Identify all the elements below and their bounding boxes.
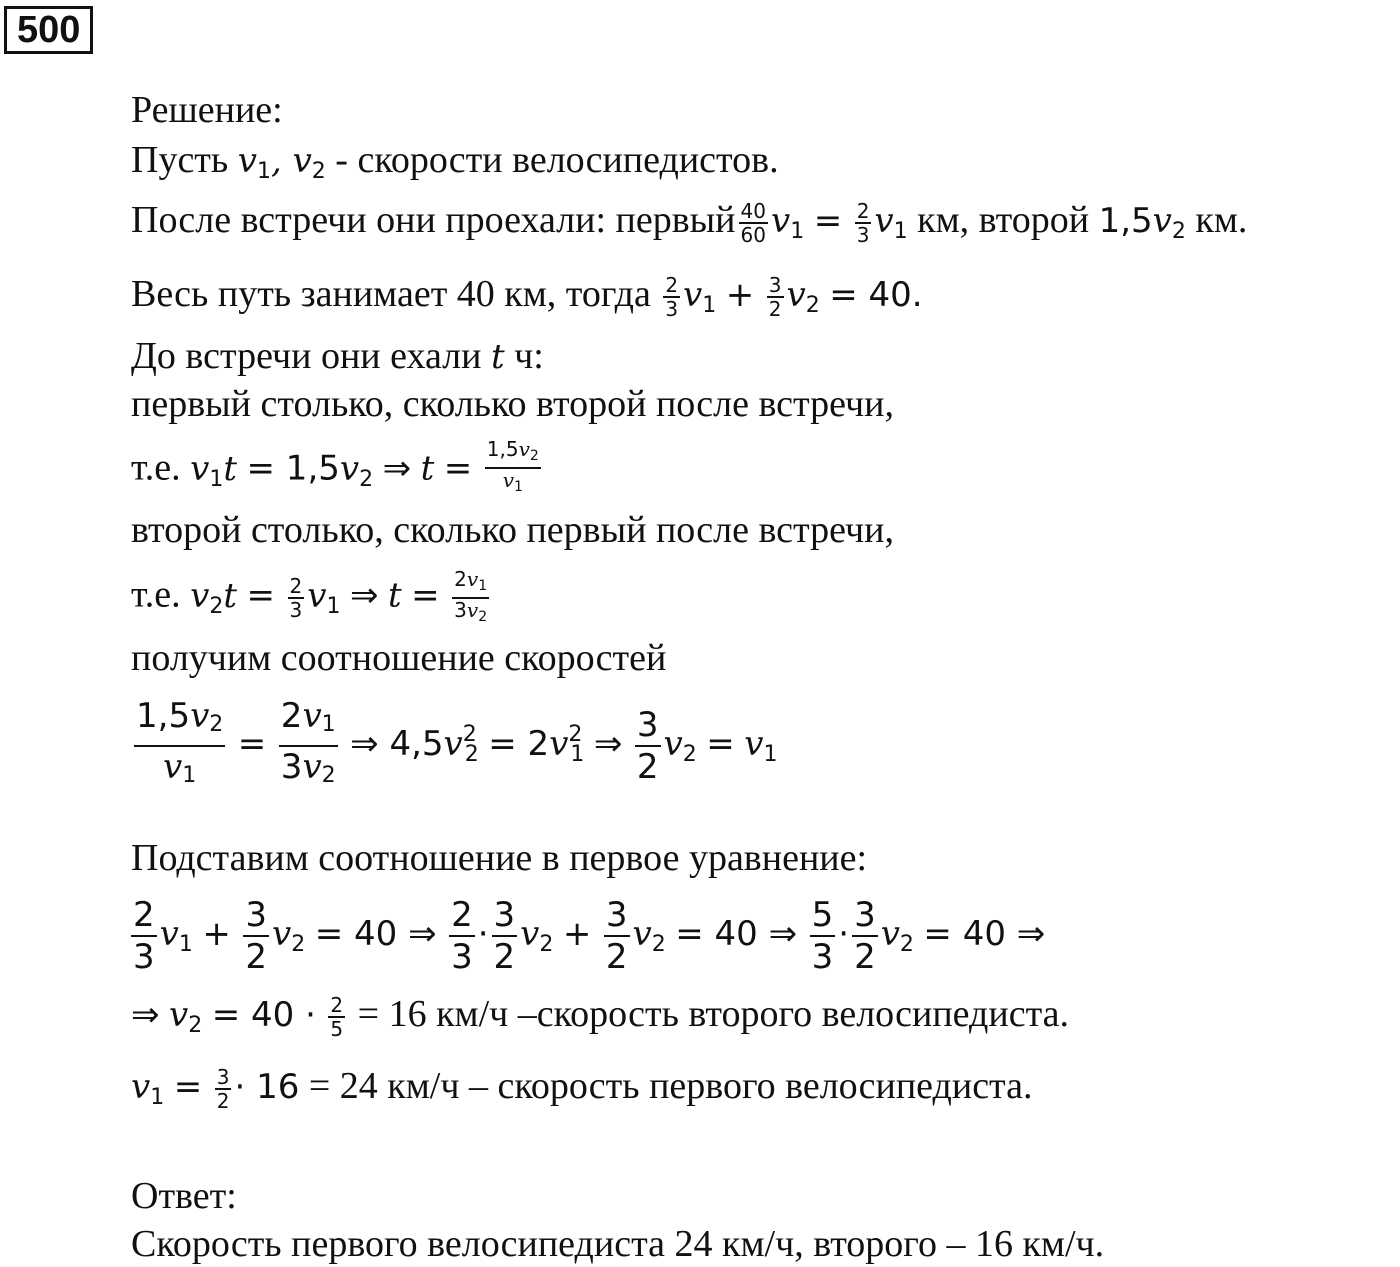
solution-label: Решение: (131, 89, 283, 131)
ratio-equation: $\frac{1,5v_2}{v_1}$ = $\frac{2v_1}{3v_2}$ ⇒ $4,5v^2_2 = 2v^2_1$ ⇒ $\frac{3}{2}$ $v_2 = v_1$ (136, 696, 778, 789)
time-equation-2: т.е. $v_2t$ = $\frac{2}{3}$ $v_1$ ⇒ t = $\frac{2v_1}{3v_2}$ (131, 567, 488, 625)
v2-result-line: ⇒ $v_2 = 40$ · $\frac{2}{5}$ = 16 км/ч –скорость второго велосипедиста. (131, 993, 1070, 1042)
total-path-text: Весь путь занимает 40 км, тогда (131, 273, 651, 315)
total-path-line: Весь путь занимает 40 км, тогда $\frac{2}{3}$ $v_1$ + $\frac{3}{2}$ $v_2 = 40$. (131, 273, 923, 322)
let-line (131, 138, 779, 194)
first-as-second-line: первый столько, сколько второй после встречи, (131, 383, 894, 425)
te-label-2: т.е. (131, 573, 181, 616)
let-prefix: Пусть (131, 139, 229, 181)
substitute-text: Подставим соотношение в первое уравнение: (131, 837, 868, 879)
after-meeting-km1: км, второй (917, 199, 1090, 241)
v1-result-line: $v_1$ = $\frac{3}{2}$ · 16 = 24 км/ч – скорость первого велосипедиста. (131, 1065, 1033, 1114)
second-as-first-line: второй столько, сколько первый после встречи, (131, 509, 894, 551)
before-meeting-text: До встречи они ехали (131, 335, 482, 377)
velocity-vars: $v_1$, $v_2$ (237, 141, 326, 184)
fraction-40-60: $\frac{40}{60}$ (740, 199, 766, 248)
v2-result-text: = 16 км/ч –скорость второго велосипедиста. (357, 993, 1070, 1035)
after-meeting-km2: км. (1195, 199, 1248, 241)
before-meeting-unit: ч: (514, 335, 544, 377)
problem-number: 500 (4, 6, 93, 54)
ratio-text: получим соотношение скоростей (131, 637, 667, 679)
substitution-equation: $\frac{2}{3}$ $v_1$ + $\frac{3}{2}$ $v_2 = 40$ ⇒ $\frac{2}{3}$ · $\frac{3}{2}$ $v_2$ + $\frac{3}{2}$ $v_2 = 40$ ⇒ $\frac{5}{3}$ · $\frac{3}{2}$ $v_2 = 40$ ⇒ (133, 895, 1046, 978)
fraction-2-3: $\frac{2}{3}$ (856, 199, 870, 248)
let-suffix: - скорости велосипедистов. (335, 139, 779, 181)
time-equation-1: т.е. $v_1t = 1,5v_2$ ⇒ t = $\frac{1,5v_2}{v_1}$ (131, 437, 539, 495)
te-label-1: т.е. (131, 446, 181, 489)
before-meeting-line: До встречи они ехали t ч: (131, 335, 544, 377)
v1-result-text: = 24 км/ч – скорость первого велосипедиста. (308, 1065, 1033, 1107)
after-meeting-text: После встречи они проехали: первый (131, 199, 736, 241)
answer-text: Скорость первого велосипедиста 24 км/ч, второго – 16 км/ч. (131, 1223, 1105, 1265)
answer-label: Ответ: (131, 1175, 237, 1217)
after-meeting-line: После встречи они проехали: первый $\frac{40}{60}$ $v_1$ = $\frac{2}{3}$ $v_1$ км, второй $1,5v_2$ км. (131, 199, 1248, 248)
